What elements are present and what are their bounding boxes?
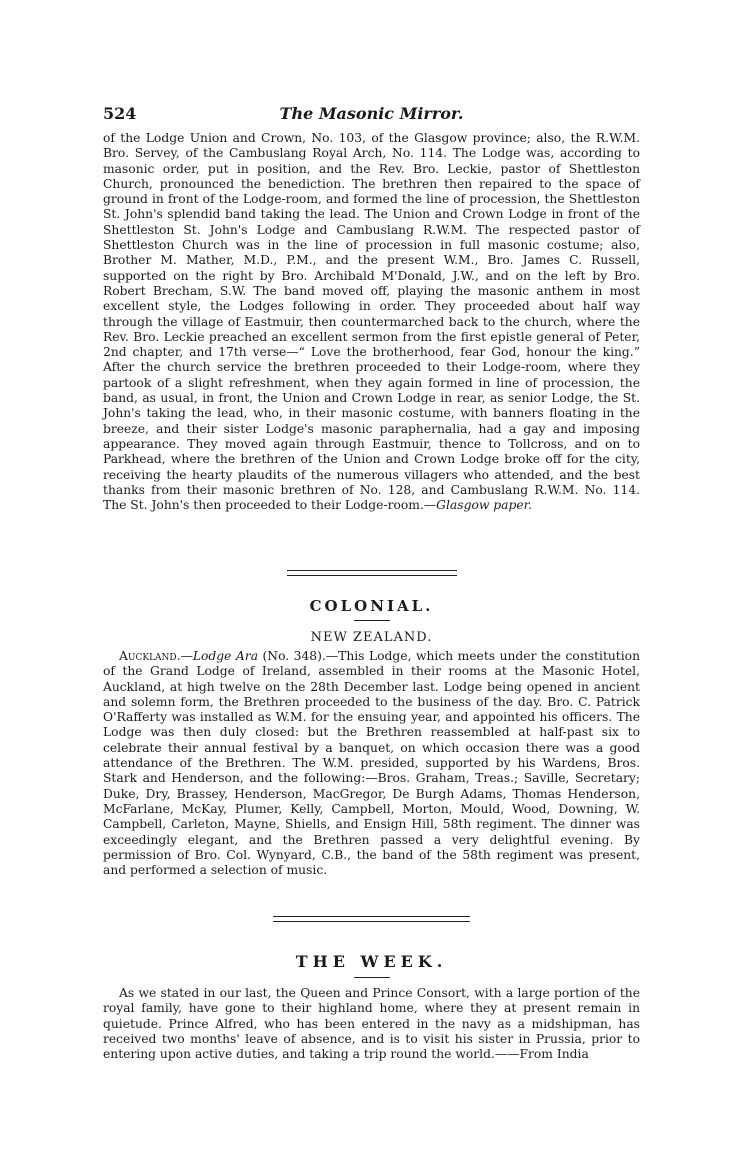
running-title: The Masonic Mirror. [279,104,464,123]
page-number: 524 [103,104,137,123]
section-divider [287,570,457,576]
heading-rule [354,620,390,621]
section-divider [273,916,470,922]
new-zealand-subheading: NEW ZEALAND. [310,630,433,645]
colonial-paragraph: Auckland.—Lodge Ara (No. 348).—This Lodge, which meets under the constitution of the Grand Lodge of Ireland, assembled in their rooms at the Masonic Hotel, Auckland, at high twelve on the 28th December last. Lodge being opened in ancient and solemn form, the Brethren proceeded to the business of the day. Bro. C. Patrick O'Rafferty was installed as W.M. for the ensuing year, and appointed his officers. The Lodge was then duly closed: but the Brethren reassembled at half-past six to celebrate their annual festival by a banquet, on which occasion there was a good attendance of the Brethren. The W.M. presided, supported by his Wardens, Bros. Stark and Henderson, and the following:—Bros. Graham, Treas.; Saville, Secretary; Duke, Dry, Brassey, Henderson, MacGregor, De Burgh Adams, Thomas Henderson, McFarlane, McKay, Plumer, Kelly, Campbell, Morton, Mould, Wood, Downing, W. Campbell, Carleton, Mayne, Shiells, and Ensign Hill, 58th regiment. The dinner was exceedingly elegant, and the Brethren passed a very delightful evening. By permission of Bro. Col. Wynyard, C.B., the band of the 58th regiment was present, and performed a selection of music. [103,649,641,878]
lodge-name: Lodge Ara [192,649,259,663]
heading-rule [354,977,390,978]
week-article [103,986,640,1062]
continued-article [103,131,640,513]
continued-paragraph: of the Lodge Union and Crown, No. 103, of the Glasgow province; also, the R.W.M. Bro. Servey, of the Cambuslang Royal Arch, No. 114. The Lodge was, according to masonic order, put in position, and the Rev. Bro. Leckie, pastor of Shettleston Church, pronounced the benediction. The brethren then repaired to the space of ground in front of the Lodge-room, and formed the line of procession, the Shettleston St. John's splendid band taking the lead. The Union and Crown Lodge in front of the Shettleston St. John's Lodge and Cambuslang R.W.M. The respected pastor of Shettleston Church was in the line of procession in full masonic costume; also, Brother M. Mather, M.D., P.M., and the present W.M., Bro. James C. Russell, supported on the right by Bro. Archibald M'Donald, J.W., and on the left by Bro. Robert Brecham, S.W. The band moved off, playing the masonic anthem in most excellent style, the Lodges following in order. They proceeded about half way through the village of Eastmuir, then countermarched back to the church, where the Rev. Bro. Leckie preached an excellent sermon from the first epistle general of Peter, 2nd chapter, and 17th verse—“ Love the brotherhood, fear God, honour the king.” After the church service the brethren proceeded to their Lodge-room, where they partook of a slight refreshment, when they again formed in line of procession, the band, as usual, in front, the Union and Crown Lodge in rear, as senior Lodge, the St. John's taking the lead, who, in their masonic costume, with banners floating in the breeze, and their sister Lodge's masonic paraphernalia, had a gay and imposing appearance. They moved again through Eastmuir, thence to Tollcross, and on to Parkhead, where the brethren of the Union and Crown Lodge broke off for the city, receiving the hearty plaudits of the numerous villagers who attended, and the best thanks from their masonic brethren of No. 128, and Cambuslang R.W.M. No. 114. The St. John's then proceeded to their Lodge-room.—Glasgow paper. [103,131,640,513]
week-paragraph: As we stated in our last, the Queen and Prince Consort, with a large portion of the royal family, have gone to their highland home, where they at present remain in quietude. Prince Alfred, who has been entered in the navy as a midshipman, has received two months' leave of absence, and is to visit his sister in Prussia, prior to entering upon active duties, and taking a trip round the world.——From India [103,986,640,1062]
source-citation: Glasgow paper. [436,498,533,513]
page-header [0,104,743,128]
the-week-heading: THE WEEK. [295,952,448,971]
colonial-heading: COLONIAL. [309,597,434,615]
auckland-lead: Auckland. [119,649,181,663]
colonial-article [103,649,640,878]
